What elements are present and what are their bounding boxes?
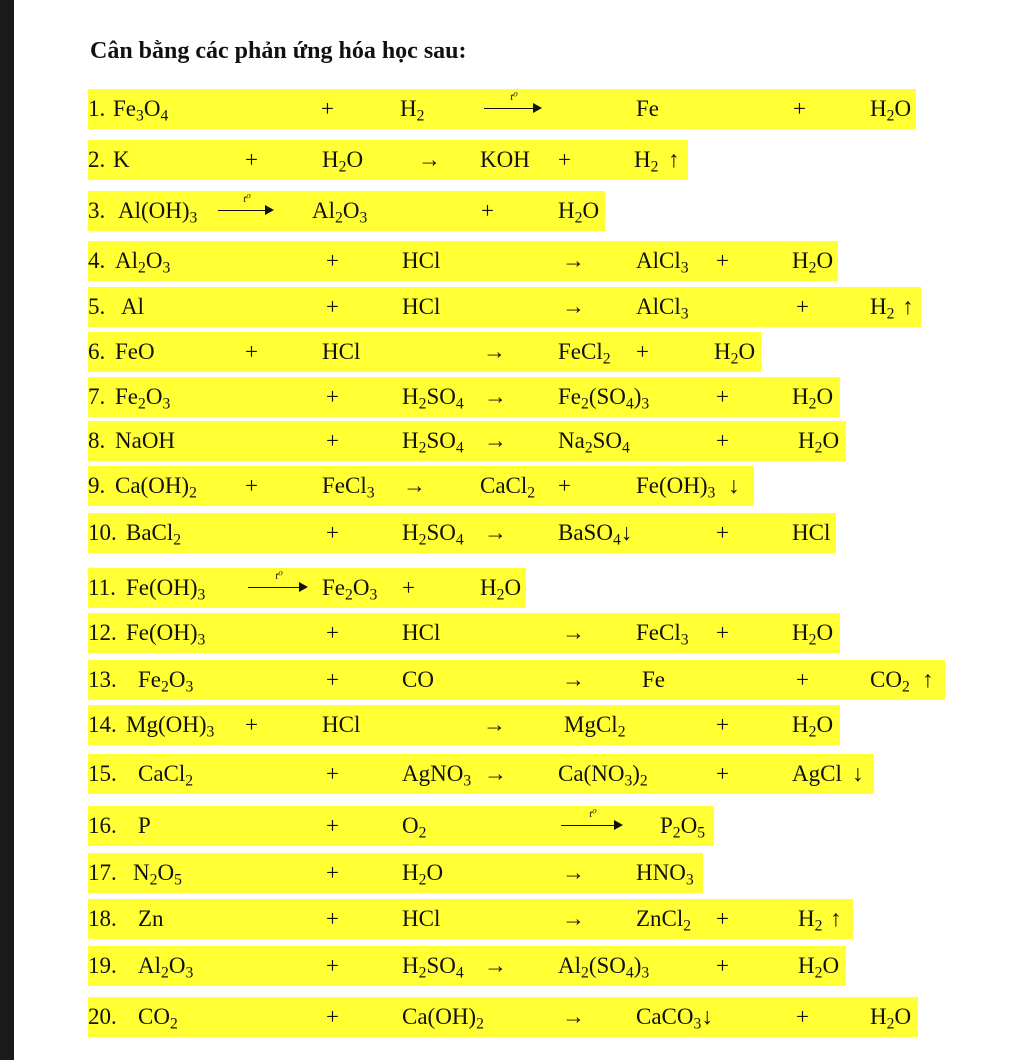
reactant-2: HCl — [402, 620, 441, 645]
product-2: $H_2O$ — [792, 620, 834, 649]
reaction-number: 20. — [88, 1004, 117, 1029]
reactant-2: $H_2SO_4$ — [402, 428, 464, 457]
reactant-1: BaCl$_2$ — [126, 520, 182, 549]
reactant-1: $Al(OH)_3$ — [118, 198, 198, 227]
plus-sign: + — [716, 620, 729, 645]
gas-precipitate-mark: ↑ — [902, 294, 914, 319]
plus-sign: + — [326, 813, 339, 838]
reaction-number: 10. — [88, 520, 117, 545]
product-1: $Na_2SO_4$ — [558, 428, 630, 457]
plus-sign: + — [793, 96, 806, 121]
reaction-number: 4. — [88, 248, 106, 273]
reaction-arrow: → — [562, 906, 585, 931]
reactant-2: $H_2SO_4$ — [402, 520, 464, 549]
product-1: CaCl$_2$ — [480, 473, 536, 502]
product-1: AlCl$_3$ — [636, 294, 689, 323]
reactant-2: HCl — [402, 906, 441, 931]
reactant-1: $Al_2O_3$ — [115, 248, 171, 277]
product-1: $P_2O_5$ — [660, 813, 706, 842]
reaction-row — [88, 705, 840, 745]
reaction-arrow: → — [484, 953, 507, 978]
plus-sign: + — [326, 953, 339, 978]
plus-sign: + — [796, 1004, 809, 1029]
reactant-1: FeO — [115, 339, 155, 364]
reaction-arrow: → — [562, 248, 585, 273]
product-2: $CO_2$ — [870, 667, 910, 696]
plus-sign: + — [796, 294, 809, 319]
reactant-1: $Fe_2O_3$ — [115, 384, 171, 413]
reactant-2: AgNO$_3$ — [402, 761, 472, 790]
reaction-row — [88, 660, 945, 700]
reaction-row — [88, 568, 526, 608]
gas-precipitate-mark: ↑ — [830, 906, 842, 931]
reactant-1: NaOH — [115, 428, 176, 453]
reactant-2: $H_2$ — [400, 96, 425, 125]
plus-sign: + — [716, 520, 729, 545]
plus-sign: + — [558, 473, 571, 498]
plus-sign: + — [245, 339, 258, 364]
reaction-row — [88, 287, 921, 327]
product-1: AlCl$_3$ — [636, 248, 689, 277]
left-edge-bar — [0, 0, 14, 1060]
reaction-number: 3. — [88, 198, 106, 223]
reaction-number: 7. — [88, 384, 106, 409]
plus-sign: + — [326, 248, 339, 273]
plus-sign: + — [716, 428, 729, 453]
product-1: + — [402, 575, 415, 600]
reaction-arrow: → — [562, 667, 585, 692]
plus-sign: + — [796, 667, 809, 692]
reactant-1: $N_2O_5$ — [133, 860, 182, 889]
heat-arrow — [218, 191, 276, 231]
reactant-1: P — [138, 813, 151, 838]
reaction-row — [88, 853, 703, 893]
plus-sign: + — [716, 953, 729, 978]
arrow-line — [561, 825, 621, 826]
reaction-row — [88, 946, 846, 986]
reaction-row — [88, 89, 916, 129]
reaction-row — [88, 997, 918, 1037]
reaction-row — [88, 241, 838, 281]
reactant-2: HCl — [402, 248, 441, 273]
reaction-arrow: → — [562, 1004, 585, 1029]
reaction-row — [88, 140, 688, 180]
reaction-row — [88, 806, 714, 846]
product-1: ZnCl$_2$ — [636, 906, 692, 935]
product-1: FeCl$_2$ — [558, 339, 611, 368]
product-2: $H_2O$ — [798, 428, 840, 457]
plus-sign: + — [326, 520, 339, 545]
reaction-arrow: → — [483, 339, 506, 364]
plus-sign: + — [716, 761, 729, 786]
plus-sign: + — [326, 906, 339, 931]
product-1: Fe — [642, 667, 665, 692]
reaction-number: 15. — [88, 761, 117, 786]
reactant-1: $Ca(OH)_2$ — [115, 473, 197, 502]
plus-sign: + — [326, 428, 339, 453]
reaction-arrow: → — [484, 384, 507, 409]
arrow-line — [218, 210, 272, 211]
reactant-2: $H_2SO_4$ — [402, 384, 464, 413]
reactant-1: $Fe(OH)_3$ — [126, 575, 206, 604]
reaction-number: 12. — [88, 620, 117, 645]
reactant-2: HCl — [322, 339, 361, 364]
reactant-1: $Fe_2O_3$ — [138, 667, 194, 696]
reaction-row — [88, 613, 840, 653]
reactant-1: K — [113, 147, 130, 172]
reactant-2: $Fe_2O_3$ — [322, 575, 378, 604]
reactant-1: Zn — [138, 906, 164, 931]
plus-sign: + — [326, 761, 339, 786]
product-1: CaCO$_3$↓ — [636, 1004, 713, 1033]
reaction-arrow: → — [562, 620, 585, 645]
page-title: Cân bằng các phản ứng hóa học sau: — [90, 38, 467, 64]
product-1: KOH — [480, 147, 530, 172]
plus-sign: + — [716, 906, 729, 931]
product-2: $H_2O$ — [870, 96, 912, 125]
plus-sign: + — [481, 198, 494, 223]
plus-sign: + — [716, 248, 729, 273]
plus-sign: + — [558, 147, 571, 172]
product-2: $H_2O$ — [792, 384, 834, 413]
reactant-2: HCl — [402, 294, 441, 319]
plus-sign: + — [326, 1004, 339, 1029]
reactant-1: $CO_2$ — [138, 1004, 178, 1033]
heat-condition-label: t⁰ — [275, 570, 283, 582]
reaction-number: 2. — [88, 147, 106, 172]
product-2: $H_2$ — [634, 147, 659, 176]
reactant-2: $H_2O$ — [402, 860, 444, 889]
product-2: $H_2O$ — [792, 712, 834, 741]
reactant-2: $H_2O$ — [322, 147, 364, 176]
product-1: $Al_2(SO_4)_3$ — [558, 953, 650, 982]
reaction-arrow: → — [484, 520, 507, 545]
reactant-2: $O_2$ — [402, 813, 427, 842]
reactant-2: $Ca(OH)_2$ — [402, 1004, 484, 1033]
reactant-2: FeCl$_3$ — [322, 473, 375, 502]
plus-sign: + — [326, 667, 339, 692]
plus-sign: + — [326, 620, 339, 645]
reaction-arrow: → — [484, 428, 507, 453]
heat-condition-label: t⁰ — [510, 91, 518, 103]
reaction-number: 5. — [88, 294, 106, 319]
reaction-row — [88, 377, 840, 417]
reactant-1: Al — [121, 294, 144, 319]
reaction-row — [88, 332, 761, 372]
reaction-number: 16. — [88, 813, 117, 838]
reaction-row — [88, 754, 874, 794]
gas-precipitate-mark: ↑ — [922, 667, 934, 692]
reaction-arrow: → — [562, 860, 585, 885]
plus-sign: + — [245, 147, 258, 172]
reactant-2: HCl — [322, 712, 361, 737]
reaction-number: 8. — [88, 428, 106, 453]
plus-sign: + — [326, 384, 339, 409]
reactant-2: CO — [402, 667, 434, 692]
product-2: $H_2O$ — [480, 575, 522, 604]
reaction-row — [88, 466, 754, 506]
gas-precipitate-mark: ↓ — [728, 473, 740, 498]
product-2: $H_2O$ — [870, 1004, 912, 1033]
gas-precipitate-mark: ↑ — [668, 147, 680, 172]
plus-sign: + — [326, 860, 339, 885]
heat-condition-label: t⁰ — [589, 808, 597, 820]
product-2: $H_2O$ — [558, 198, 600, 227]
product-1: BaSO$_4$↓ — [558, 520, 633, 549]
reaction-number: 1. — [88, 96, 106, 121]
reactant-1: $Mg(OH)_3$ — [126, 712, 215, 741]
reaction-number: 13. — [88, 667, 117, 692]
plus-sign: + — [245, 712, 258, 737]
reaction-row — [88, 191, 605, 231]
reactant-2: $Al_2O_3$ — [312, 198, 368, 227]
plus-sign: + — [245, 473, 258, 498]
product-1: $Fe_2(SO_4)_3$ — [558, 384, 650, 413]
reactant-1: $Fe_3O_4$ — [113, 96, 169, 125]
reactant-1: $Fe(OH)_3$ — [126, 620, 206, 649]
reaction-row — [88, 513, 836, 553]
reaction-arrow: → — [484, 761, 507, 786]
reaction-arrow: → — [562, 294, 585, 319]
heat-arrow — [484, 89, 544, 129]
reactant-1: CaCl$_2$ — [138, 761, 194, 790]
arrow-line — [484, 108, 540, 109]
product-1: FeCl$_3$ — [636, 620, 689, 649]
heat-arrow — [561, 806, 625, 846]
product-2: $H_2O$ — [798, 953, 840, 982]
reactant-1: $Al_2O_3$ — [138, 953, 194, 982]
product-2: HCl — [792, 520, 831, 545]
reaction-arrow: → — [403, 473, 426, 498]
heat-arrow — [248, 568, 310, 608]
product-2: $Fe(OH)_3$ — [636, 473, 716, 502]
plus-sign: + — [636, 339, 649, 364]
reaction-row — [88, 899, 853, 939]
reaction-number: 17. — [88, 860, 117, 885]
product-2: $H_2O$ — [714, 339, 756, 368]
gas-precipitate-mark: ↓ — [852, 761, 864, 786]
plus-sign: + — [321, 96, 334, 121]
reaction-number: 19. — [88, 953, 117, 978]
reaction-row — [88, 421, 846, 461]
reaction-arrow: → — [418, 147, 441, 172]
product-2: $H_2O$ — [792, 248, 834, 277]
product-2: $H_2$ — [870, 294, 895, 323]
product-2: AgCl — [792, 761, 842, 786]
plus-sign: + — [716, 712, 729, 737]
reaction-number: 18. — [88, 906, 117, 931]
heat-condition-label: t⁰ — [243, 193, 251, 205]
product-1: MgCl$_2$ — [564, 712, 626, 741]
reaction-number: 14. — [88, 712, 117, 737]
arrow-line — [248, 587, 306, 588]
product-2: $H_2$ — [798, 906, 823, 935]
reaction-number: 11. — [88, 575, 116, 600]
reaction-number: 6. — [88, 339, 106, 364]
reaction-arrow: → — [483, 712, 506, 737]
reaction-number: 9. — [88, 473, 106, 498]
product-1: $HNO_3$ — [636, 860, 694, 889]
plus-sign: + — [326, 294, 339, 319]
product-1: $Ca(NO_3)_2$ — [558, 761, 648, 790]
product-1: Fe — [636, 96, 659, 121]
plus-sign: + — [716, 384, 729, 409]
reactant-2: $H_2SO_4$ — [402, 953, 464, 982]
